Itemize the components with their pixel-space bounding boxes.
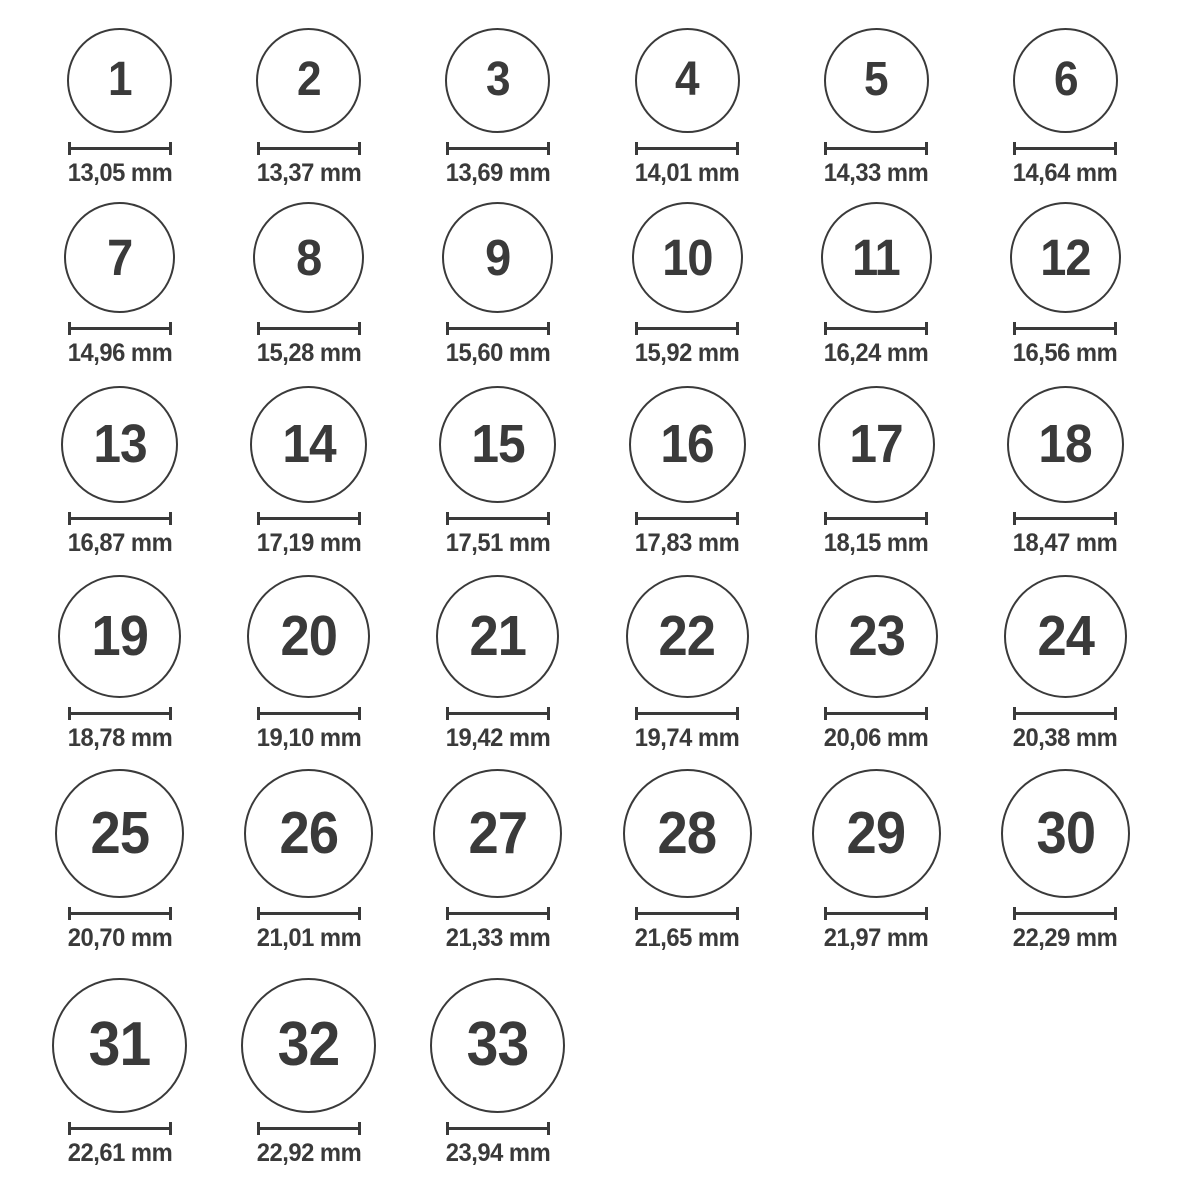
diameter-measure-line — [257, 707, 361, 720]
ring-size-number: 28 — [657, 799, 717, 866]
diameter-measure-line — [446, 142, 550, 155]
ring-size-item — [593, 557, 782, 752]
ring-size-circle — [58, 575, 181, 698]
diameter-label: 16,56 mm — [1013, 338, 1118, 367]
ring-size-item — [214, 187, 403, 367]
ring-size-item — [214, 952, 403, 1167]
diameter-measure-line — [824, 907, 928, 920]
ring-size-circle — [1001, 769, 1130, 898]
ring-size-item — [593, 2, 782, 187]
ring-size-circle — [1004, 575, 1127, 698]
diameter-label: 21,97 mm — [823, 923, 929, 952]
diameter-measure-line — [1013, 512, 1117, 525]
ring-size-number: 1 — [107, 53, 132, 106]
ring-size-circle — [64, 202, 175, 313]
diameter-measure-line — [68, 707, 172, 720]
diameter-measure-line — [824, 707, 928, 720]
diameter-label: 15,92 mm — [634, 338, 740, 367]
diameter-label: 16,87 mm — [67, 528, 172, 557]
diameter-label: 21,01 mm — [256, 923, 361, 952]
ring-size-item — [593, 187, 782, 367]
ring-size-circle — [1013, 28, 1118, 133]
diameter-measure-line — [446, 512, 550, 525]
diameter-measure-line — [824, 142, 928, 155]
ring-size-circle — [430, 978, 565, 1113]
ring-size-item — [971, 557, 1160, 752]
ring-size-number: 25 — [90, 799, 149, 866]
ring-size-item — [403, 367, 592, 557]
ring-size-number: 22 — [658, 603, 716, 668]
diameter-measure-line — [446, 907, 550, 920]
ring-size-item — [403, 2, 592, 187]
diameter-label: 22,92 mm — [256, 1138, 361, 1167]
ring-size-circle — [818, 386, 935, 503]
ring-size-circle — [244, 769, 373, 898]
ring-size-number: 21 — [469, 603, 527, 668]
ring-size-circle — [442, 202, 553, 313]
diameter-label: 18,47 mm — [1013, 528, 1118, 557]
ring-size-number: 9 — [485, 228, 511, 286]
ring-size-circle — [626, 575, 749, 698]
ring-size-circle — [256, 28, 361, 133]
ring-size-circle — [629, 386, 746, 503]
diameter-measure-line — [257, 512, 361, 525]
ring-size-number: 26 — [279, 799, 339, 866]
diameter-measure-line — [68, 142, 172, 155]
diameter-label: 14,01 mm — [634, 158, 740, 187]
ring-size-number: 24 — [1037, 603, 1094, 668]
diameter-measure-line — [1013, 322, 1117, 335]
ring-size-circle — [445, 28, 550, 133]
ring-size-number: 7 — [106, 228, 133, 286]
diameter-measure-line — [257, 1122, 361, 1135]
ring-size-number: 15 — [471, 414, 525, 474]
diameter-measure-line — [68, 907, 172, 920]
ring-size-number: 20 — [280, 603, 337, 668]
diameter-measure-line — [257, 322, 361, 335]
ring-size-item — [214, 752, 403, 952]
diameter-label: 16,24 mm — [823, 338, 929, 367]
diameter-measure-line — [1013, 907, 1117, 920]
diameter-label: 21,65 mm — [634, 923, 740, 952]
ring-size-item — [782, 187, 971, 367]
ring-size-number: 8 — [296, 228, 322, 286]
ring-size-item — [25, 952, 214, 1167]
ring-size-circle — [52, 978, 187, 1113]
ring-size-number: 16 — [660, 414, 714, 474]
ring-size-number: 13 — [92, 414, 147, 474]
diameter-label: 15,28 mm — [256, 338, 361, 367]
ring-size-item — [782, 752, 971, 952]
diameter-label: 19,74 mm — [634, 723, 740, 752]
ring-size-number: 4 — [675, 53, 699, 106]
ring-size-item — [25, 367, 214, 557]
diameter-measure-line — [446, 322, 550, 335]
ring-size-circle — [433, 769, 562, 898]
ring-size-number: 10 — [661, 228, 713, 286]
ring-size-circle — [55, 769, 184, 898]
diameter-measure-line — [824, 322, 928, 335]
ring-size-item — [214, 2, 403, 187]
ring-size-item — [25, 2, 214, 187]
ring-size-circle — [253, 202, 364, 313]
ring-size-circle — [1007, 386, 1124, 503]
ring-size-circle — [241, 978, 376, 1113]
diameter-label: 15,60 mm — [445, 338, 551, 367]
diameter-label: 20,38 mm — [1013, 723, 1118, 752]
diameter-label: 19,10 mm — [256, 723, 361, 752]
ring-size-item — [214, 557, 403, 752]
ring-size-item — [403, 557, 592, 752]
ring-size-item — [403, 187, 592, 367]
ring-size-number: 11 — [852, 228, 901, 286]
diameter-measure-line — [635, 322, 739, 335]
ring-size-item — [25, 187, 214, 367]
ring-size-circle — [67, 28, 172, 133]
ring-size-number: 32 — [277, 1010, 340, 1079]
ring-size-circle — [635, 28, 740, 133]
diameter-label: 14,33 mm — [823, 158, 929, 187]
ring-size-item — [25, 752, 214, 952]
diameter-measure-line — [68, 512, 172, 525]
ring-size-item — [214, 367, 403, 557]
diameter-measure-line — [446, 707, 550, 720]
ring-size-number: 5 — [864, 53, 889, 106]
ring-size-circle — [61, 386, 178, 503]
diameter-measure-line — [635, 907, 739, 920]
diameter-label: 17,51 mm — [445, 528, 551, 557]
diameter-measure-line — [68, 322, 172, 335]
ring-size-circle — [439, 386, 556, 503]
diameter-label: 13,69 mm — [445, 158, 551, 187]
diameter-measure-line — [824, 512, 928, 525]
diameter-measure-line — [446, 1122, 550, 1135]
diameter-measure-line — [257, 907, 361, 920]
ring-size-number: 31 — [88, 1010, 151, 1079]
diameter-label: 13,05 mm — [67, 158, 172, 187]
ring-size-circle — [623, 769, 752, 898]
diameter-label: 17,83 mm — [634, 528, 740, 557]
diameter-label: 19,42 mm — [445, 723, 551, 752]
ring-size-number: 12 — [1040, 228, 1091, 286]
diameter-measure-line — [635, 707, 739, 720]
ring-size-circle — [812, 769, 941, 898]
diameter-label: 14,96 mm — [67, 338, 172, 367]
diameter-label: 22,29 mm — [1013, 923, 1118, 952]
diameter-measure-line — [68, 1122, 172, 1135]
diameter-label: 17,19 mm — [256, 528, 361, 557]
diameter-label: 14,64 mm — [1013, 158, 1118, 187]
ring-size-item — [25, 557, 214, 752]
ring-size-item — [403, 752, 592, 952]
ring-size-item — [593, 752, 782, 952]
ring-size-item — [971, 367, 1160, 557]
ring-size-item — [971, 187, 1160, 367]
ring-size-item — [593, 367, 782, 557]
ring-size-number: 19 — [91, 603, 148, 668]
ring-size-number: 29 — [846, 799, 906, 866]
ring-size-number: 23 — [847, 603, 905, 668]
ring-size-circle — [821, 202, 932, 313]
diameter-label: 13,37 mm — [256, 158, 361, 187]
diameter-label: 21,33 mm — [445, 923, 551, 952]
ring-size-number: 33 — [467, 1010, 529, 1079]
ring-size-number: 18 — [1038, 414, 1093, 474]
diameter-measure-line — [1013, 707, 1117, 720]
diameter-measure-line — [1013, 142, 1117, 155]
ring-size-item — [782, 557, 971, 752]
ring-size-number: 6 — [1053, 53, 1078, 106]
ring-size-circle — [632, 202, 743, 313]
diameter-label: 23,94 mm — [445, 1138, 551, 1167]
diameter-label: 22,61 mm — [67, 1138, 172, 1167]
ring-size-item — [782, 2, 971, 187]
ring-size-number: 27 — [468, 799, 528, 866]
ring-size-item — [782, 367, 971, 557]
ring-size-number: 30 — [1036, 799, 1095, 866]
ring-size-number: 14 — [282, 414, 336, 474]
diameter-measure-line — [635, 512, 739, 525]
ring-size-item — [971, 2, 1160, 187]
diameter-label: 18,15 mm — [823, 528, 929, 557]
diameter-label: 18,78 mm — [67, 723, 172, 752]
ring-size-number: 2 — [296, 53, 321, 106]
diameter-label: 20,70 mm — [67, 923, 172, 952]
diameter-measure-line — [635, 142, 739, 155]
ring-size-circle — [436, 575, 559, 698]
ring-size-circle — [1010, 202, 1121, 313]
ring-size-number: 17 — [849, 414, 903, 474]
ring-size-circle — [247, 575, 370, 698]
ring-size-circle — [250, 386, 367, 503]
ring-size-circle — [815, 575, 938, 698]
ring-size-number: 3 — [486, 53, 510, 106]
ring-size-item — [971, 752, 1160, 952]
diameter-label: 20,06 mm — [823, 723, 929, 752]
diameter-measure-line — [257, 142, 361, 155]
ring-size-circle — [824, 28, 929, 133]
ring-size-item — [403, 952, 592, 1167]
